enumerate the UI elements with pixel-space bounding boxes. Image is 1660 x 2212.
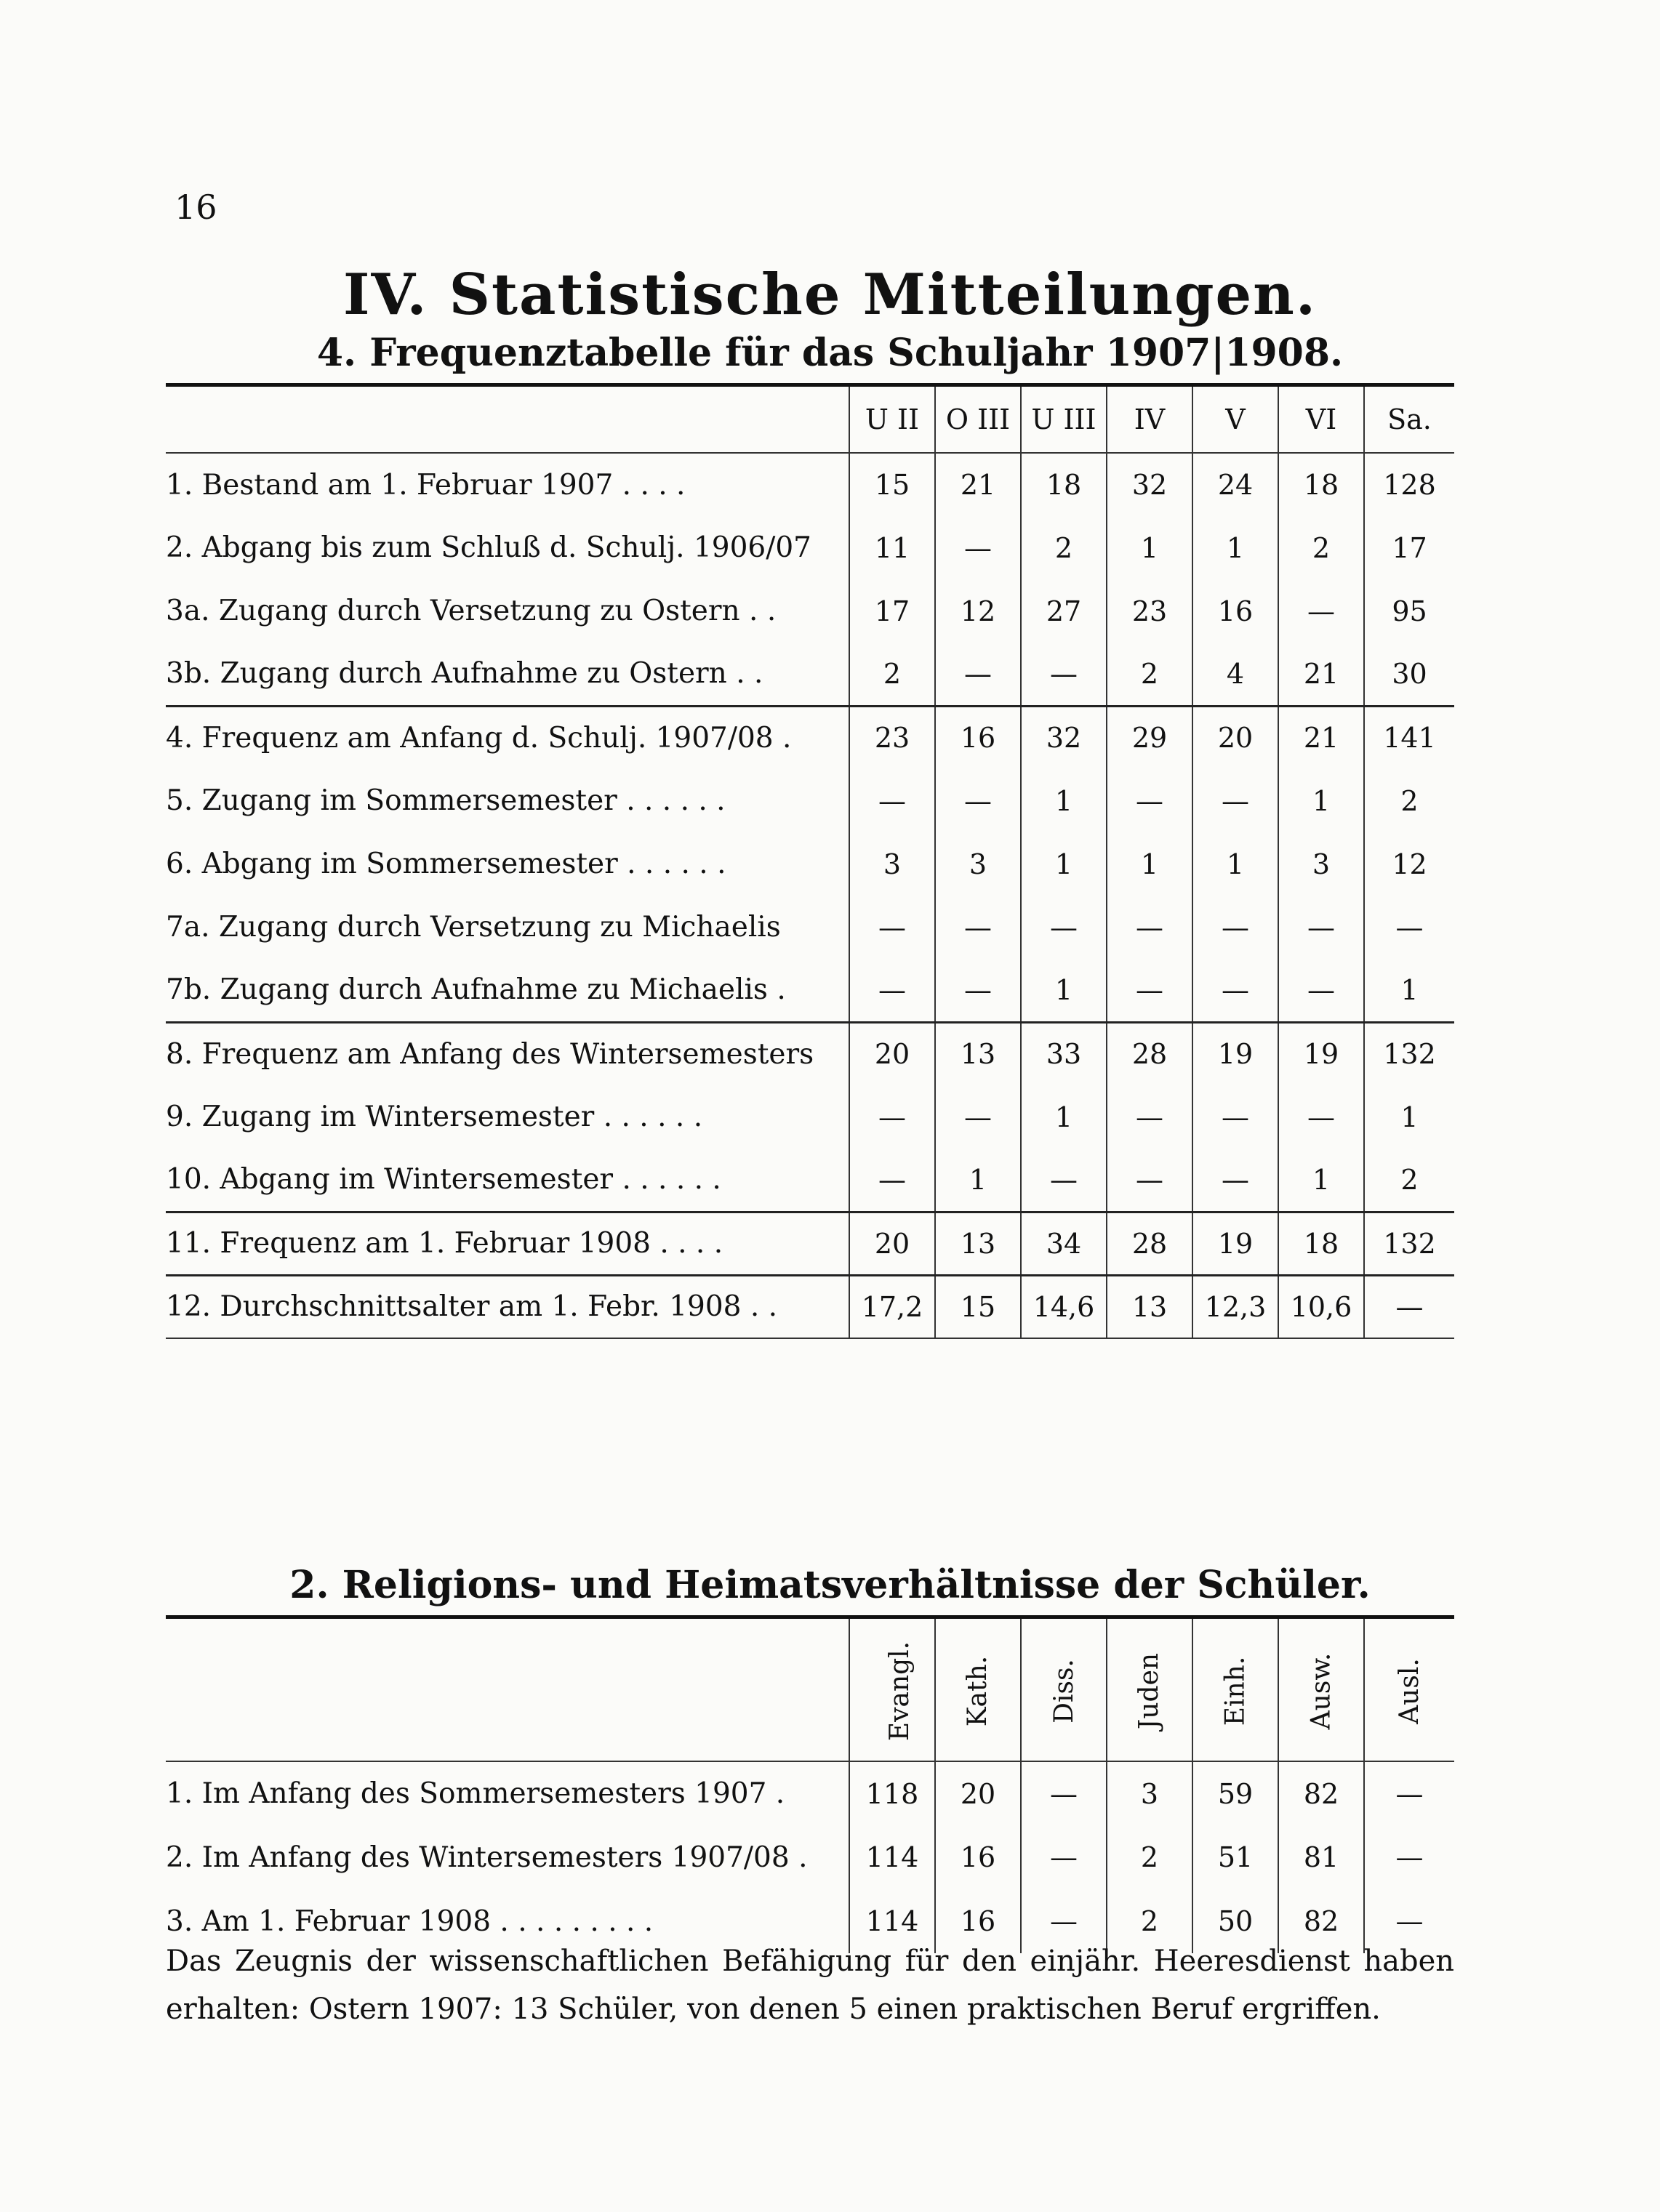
cell-value: 50 xyxy=(1192,1889,1278,1953)
cell-value: 19 xyxy=(1192,1212,1278,1275)
frequency-table xyxy=(166,383,1454,1339)
religion-col-label: Evangl. xyxy=(885,1641,915,1741)
cell-value: 34 xyxy=(1021,1212,1107,1275)
cell-value: 11 xyxy=(849,516,935,579)
religion-col-label: Kath. xyxy=(963,1655,993,1726)
cell-value: 1 xyxy=(1021,959,1107,1022)
cell-value: — xyxy=(1107,896,1192,959)
cell-value: — xyxy=(1192,959,1278,1022)
cell-value: 19 xyxy=(1278,1022,1364,1085)
cell-value: 1 xyxy=(1021,769,1107,832)
cell-value: 23 xyxy=(1107,579,1192,643)
cell-value: 1 xyxy=(1021,1085,1107,1149)
frequency-col-header: Sa. xyxy=(1364,385,1454,454)
religion-header-blank xyxy=(166,1617,849,1762)
cell-value: 1 xyxy=(1192,516,1278,579)
frequency-header-blank xyxy=(166,385,849,454)
cell-value: 32 xyxy=(1021,706,1107,769)
row-label: 3b. Zugang durch Aufnahme zu Ostern . . xyxy=(166,657,763,691)
cell-value: 95 xyxy=(1364,579,1454,643)
row-label: 1. Bestand am 1. Februar 1907 . . . . xyxy=(166,468,686,502)
cell-value: — xyxy=(1364,896,1454,959)
religion-table xyxy=(166,1615,1454,1953)
cell-value: — xyxy=(1021,1825,1107,1889)
frequency-table-title: 4. Frequenztabelle für das Schuljahr 1907|1908. xyxy=(316,331,1344,375)
row-label: 6. Abgang im Sommersemester . . . . . . xyxy=(166,848,726,880)
frequency-row xyxy=(166,706,1454,769)
religion-col-label: Einh. xyxy=(1220,1656,1251,1726)
cell-value: 20 xyxy=(849,1212,935,1275)
cell-value: — xyxy=(1278,1085,1364,1149)
frequency-row xyxy=(166,832,1454,896)
cell-value: — xyxy=(1021,643,1107,706)
cell-value: 18 xyxy=(1278,1212,1364,1275)
cell-value: — xyxy=(1192,896,1278,959)
page-number: 16 xyxy=(175,188,217,227)
cell-value: — xyxy=(935,516,1021,579)
certificate-note: Das Zeugnis der wissenschaftlichen Befähigung für den einjähr. Heeresdienst haben erhalten: Ostern 1907: 13 Schüler, von denen 5 einen praktischen Beruf ergriffen. xyxy=(166,1944,1454,2026)
row-label: 4. Frequenz am Anfang d. Schulj. 1907/08 . xyxy=(166,706,849,769)
cell-value: 28 xyxy=(1107,1212,1192,1275)
cell-value: 28 xyxy=(1107,1022,1192,1085)
cell-value: 3 xyxy=(1278,832,1364,896)
cell-value: — xyxy=(849,896,935,959)
frequency-row xyxy=(166,1022,1454,1085)
cell-value: 1 xyxy=(1192,832,1278,896)
cell-value: 2 xyxy=(1364,1149,1454,1212)
row-label: 2. Im Anfang des Wintersemesters 1907/08 . xyxy=(166,1841,808,1874)
cell-value: 10,6 xyxy=(1278,1275,1364,1338)
cell-value: 2 xyxy=(1278,516,1364,579)
frequency-col-header: O III xyxy=(935,385,1021,454)
religion-col-label: Ausl. xyxy=(1395,1657,1424,1724)
religion-col-header xyxy=(1364,1617,1454,1762)
cell-value: 29 xyxy=(1107,706,1192,769)
frequency-row xyxy=(166,516,1454,579)
cell-value: 14,6 xyxy=(1021,1275,1107,1338)
row-label: 1. Im Anfang des Sommersemesters 1907 . xyxy=(166,1777,785,1810)
cell-value: 27 xyxy=(1021,579,1107,643)
cell-value: 18 xyxy=(1021,453,1107,516)
cell-value: 20 xyxy=(1192,706,1278,769)
frequency-col-header: V xyxy=(1192,385,1278,454)
cell-value: 30 xyxy=(1364,643,1454,706)
cell-value: 13 xyxy=(935,1212,1021,1275)
religion-col-header xyxy=(1107,1617,1192,1762)
religion-col-header xyxy=(849,1617,935,1762)
cell-value: 16 xyxy=(935,1825,1021,1889)
cell-value: 128 xyxy=(1364,453,1454,516)
cell-value: 2 xyxy=(849,643,935,706)
frequency-row xyxy=(166,1212,1454,1275)
cell-value: 82 xyxy=(1278,1761,1364,1825)
cell-value: 4 xyxy=(1192,643,1278,706)
cell-value: 59 xyxy=(1192,1761,1278,1825)
frequency-row xyxy=(166,643,1454,706)
row-label: 10. Abgang im Wintersemester . . . . . . xyxy=(166,1163,721,1197)
cell-value: 21 xyxy=(935,453,1021,516)
frequency-row xyxy=(166,453,1454,516)
cell-value: — xyxy=(1107,769,1192,832)
religion-row xyxy=(166,1761,1454,1825)
cell-value: 1 xyxy=(1021,832,1107,896)
cell-value: — xyxy=(1364,1825,1454,1889)
cell-value: 3 xyxy=(935,832,1021,896)
cell-value: 15 xyxy=(935,1275,1021,1338)
frequency-row xyxy=(166,1085,1454,1149)
cell-value: 132 xyxy=(1364,1212,1454,1275)
frequency-col-header: U III xyxy=(1021,385,1107,454)
cell-value: 17,2 xyxy=(849,1275,935,1338)
cell-value: 114 xyxy=(849,1889,935,1953)
cell-value: — xyxy=(1021,896,1107,959)
cell-value: 19 xyxy=(1192,1022,1278,1085)
cell-value: 17 xyxy=(849,579,935,643)
frequency-row xyxy=(166,579,1454,643)
cell-value: — xyxy=(1107,1149,1192,1212)
cell-value: — xyxy=(1364,1275,1454,1338)
religion-col-label: Juden xyxy=(1134,1652,1165,1729)
cell-value: — xyxy=(849,1149,935,1212)
cell-value: 141 xyxy=(1364,706,1454,769)
cell-value: — xyxy=(1107,1085,1192,1149)
cell-value: 15 xyxy=(849,453,935,516)
cell-value: 24 xyxy=(1192,453,1278,516)
cell-value: — xyxy=(1278,896,1364,959)
cell-value: 118 xyxy=(849,1761,935,1825)
cell-value: 1 xyxy=(1364,959,1454,1022)
cell-value: — xyxy=(1278,959,1364,1022)
row-label: 12. Durchschnittsalter am 1. Febr. 1908 . . xyxy=(166,1275,849,1338)
frequency-row xyxy=(166,1149,1454,1212)
cell-value: 12 xyxy=(1364,832,1454,896)
cell-value: 16 xyxy=(935,1889,1021,1953)
cell-value: 51 xyxy=(1192,1825,1278,1889)
religion-col-label: Diss. xyxy=(1048,1658,1079,1724)
cell-value: 1 xyxy=(1107,832,1192,896)
cell-value: — xyxy=(1107,959,1192,1022)
cell-value: — xyxy=(1021,1149,1107,1212)
cell-value: 3 xyxy=(849,832,935,896)
cell-value: 114 xyxy=(849,1825,935,1889)
religion-col-header xyxy=(1021,1617,1107,1762)
cell-value: 3 xyxy=(1107,1761,1192,1825)
religion-table-title: 2. Religions- und Heimatsverhältnisse der Schüler. xyxy=(289,1563,1371,1607)
cell-value: 17 xyxy=(1364,516,1454,579)
cell-value: 20 xyxy=(935,1761,1021,1825)
religion-col-label: Ausw. xyxy=(1306,1652,1336,1729)
cell-value: 2 xyxy=(1107,1825,1192,1889)
cell-value: 2 xyxy=(1021,516,1107,579)
cell-value: 1 xyxy=(1278,1149,1364,1212)
religion-header-row xyxy=(166,1617,1454,1762)
cell-value: 2 xyxy=(1107,643,1192,706)
row-label: 9. Zugang im Wintersemester . . . . . . xyxy=(166,1101,703,1133)
row-label: 3. Am 1. Februar 1908 . . . . . . . . . xyxy=(166,1905,654,1938)
section-title: IV. Statistische Mitteilungen. xyxy=(342,262,1318,328)
cell-value: 18 xyxy=(1278,453,1364,516)
frequency-col-header: U II xyxy=(849,385,935,454)
cell-value: — xyxy=(1364,1761,1454,1825)
frequency-col-header: IV xyxy=(1107,385,1192,454)
cell-value: — xyxy=(1192,1149,1278,1212)
row-label: 11. Frequenz am 1. Februar 1908 . . . . xyxy=(166,1212,849,1275)
cell-value: — xyxy=(935,769,1021,832)
cell-value: 1 xyxy=(1107,516,1192,579)
cell-value: 132 xyxy=(1364,1022,1454,1085)
cell-value: 13 xyxy=(935,1022,1021,1085)
cell-value: 82 xyxy=(1278,1889,1364,1953)
cell-value: 20 xyxy=(849,1022,935,1085)
frequency-row xyxy=(166,769,1454,832)
cell-value: 2 xyxy=(1364,769,1454,832)
row-label: 3a. Zugang durch Versetzung zu Ostern . . xyxy=(166,595,777,627)
cell-value: — xyxy=(1192,1085,1278,1149)
cell-value: — xyxy=(935,1085,1021,1149)
cell-value: — xyxy=(1021,1761,1107,1825)
frequency-header-row xyxy=(166,385,1454,454)
cell-value: — xyxy=(1021,1889,1107,1953)
cell-value: 1 xyxy=(1278,769,1364,832)
cell-value: 16 xyxy=(1192,579,1278,643)
cell-value: — xyxy=(935,896,1021,959)
cell-value: 12 xyxy=(935,579,1021,643)
religion-col-header xyxy=(935,1617,1021,1762)
frequency-col-header: VI xyxy=(1278,385,1364,454)
cell-value: — xyxy=(849,769,935,832)
cell-value: 1 xyxy=(1364,1085,1454,1149)
cell-value: — xyxy=(1364,1889,1454,1953)
cell-value: — xyxy=(935,643,1021,706)
cell-value: 13 xyxy=(1107,1275,1192,1338)
row-label: 5. Zugang im Sommersemester . . . . . . xyxy=(166,784,726,817)
frequency-row xyxy=(166,896,1454,959)
row-label: 2. Abgang bis zum Schluß d. Schulj. 1906/07 xyxy=(166,531,811,564)
cell-value: 2 xyxy=(1107,1889,1192,1953)
cell-value: — xyxy=(849,1085,935,1149)
religion-col-header xyxy=(1192,1617,1278,1762)
row-label: 7a. Zugang durch Versetzung zu Michaelis xyxy=(166,911,781,944)
cell-value: — xyxy=(935,959,1021,1022)
cell-value: 1 xyxy=(935,1149,1021,1212)
cell-value: — xyxy=(1192,769,1278,832)
cell-value: 33 xyxy=(1021,1022,1107,1085)
row-label: 7b. Zugang durch Aufnahme zu Michaelis . xyxy=(166,973,786,1007)
cell-value: 32 xyxy=(1107,453,1192,516)
cell-value: 23 xyxy=(849,706,935,769)
religion-row xyxy=(166,1825,1454,1889)
cell-value: — xyxy=(849,959,935,1022)
cell-value: 16 xyxy=(935,706,1021,769)
cell-value: 81 xyxy=(1278,1825,1364,1889)
row-label: 8. Frequenz am Anfang des Wintersemesters xyxy=(166,1022,849,1085)
frequency-row xyxy=(166,1275,1454,1338)
frequency-row xyxy=(166,959,1454,1022)
cell-value: 12,3 xyxy=(1192,1275,1278,1338)
cell-value: 21 xyxy=(1278,643,1364,706)
cell-value: — xyxy=(1278,579,1364,643)
religion-col-header xyxy=(1278,1617,1364,1762)
cell-value: 21 xyxy=(1278,706,1364,769)
